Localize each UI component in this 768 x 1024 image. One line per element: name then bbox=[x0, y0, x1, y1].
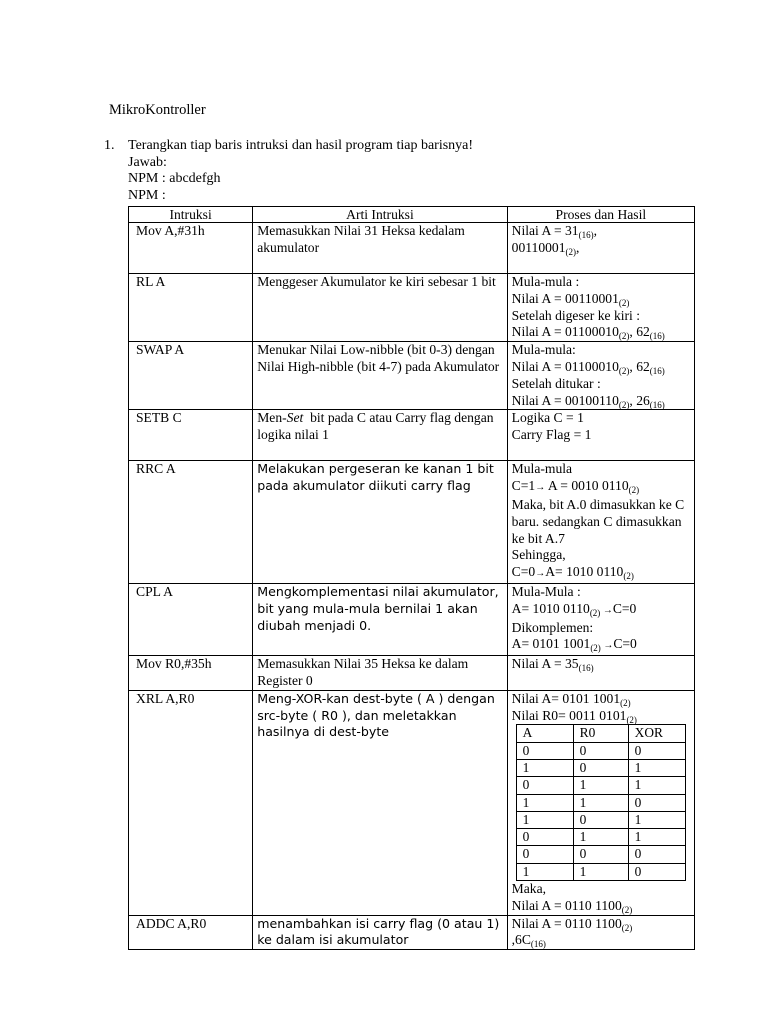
instruction-cell: XRL A,R0 bbox=[129, 690, 253, 915]
table-row bbox=[129, 690, 695, 915]
base-subscript: (2) bbox=[621, 904, 633, 915]
table-row bbox=[129, 461, 695, 584]
meaning-cell: menambahkan isi carry flag (0 atau 1) ke dalam isi akumulator bbox=[253, 915, 507, 950]
xor-cell: 0 bbox=[573, 759, 628, 776]
xor-cell: 1 bbox=[573, 777, 628, 794]
result-text: A= 0101 1001 bbox=[511, 636, 591, 652]
result-line: Logika C = 1 bbox=[511, 410, 584, 426]
base-subscript: (16) bbox=[578, 663, 594, 674]
table-row bbox=[129, 915, 695, 950]
xor-row bbox=[516, 777, 685, 794]
npm-line-1: NPM : abcdefgh bbox=[128, 171, 221, 186]
meaning-cell: Memasukkan Nilai 35 Heksa ke dalam Register 0 bbox=[253, 656, 507, 691]
result-text: Nilai A = 00100110 bbox=[511, 392, 619, 408]
result-line: Maka, bit A.0 dimasukkan ke C baru. sedangkan C dimasukkan ke bit A.7 bbox=[511, 496, 685, 546]
base-subscript: (2) bbox=[623, 571, 634, 582]
result-line bbox=[512, 601, 690, 620]
result-text: C=1 bbox=[511, 478, 536, 494]
xor-cell: 1 bbox=[516, 759, 573, 776]
xor-cell: 1 bbox=[628, 829, 685, 846]
xor-cell: 0 bbox=[516, 777, 573, 794]
result-line bbox=[512, 898, 690, 915]
base-subscript: (2) bbox=[618, 331, 630, 342]
base-subscript: (2) bbox=[565, 246, 577, 257]
xor-row bbox=[516, 759, 685, 776]
instruction-cell: Mov A,#31h bbox=[129, 223, 253, 274]
result-text: Nilai A = 0110 1100 bbox=[511, 897, 622, 913]
result-line: Setelah digeser ke kiri : bbox=[511, 307, 641, 323]
base-subscript: (16) bbox=[530, 939, 546, 950]
base-subscript: (2) bbox=[628, 485, 640, 496]
table-row bbox=[129, 223, 695, 274]
table-header-row bbox=[129, 207, 695, 223]
result-line: Maka, bbox=[511, 881, 547, 896]
table-row bbox=[129, 583, 695, 655]
result-text: , 62 bbox=[629, 358, 650, 374]
xor-cell: 0 bbox=[628, 846, 685, 863]
instruction-cell: RL A bbox=[129, 274, 253, 342]
result-cell bbox=[507, 915, 694, 950]
meaning-text: Men- bbox=[257, 410, 287, 426]
result-line: Sehingga, bbox=[511, 547, 566, 563]
result-text: Nilai A = 31 bbox=[511, 223, 579, 238]
instruction-cell: RRC A bbox=[129, 461, 253, 584]
result-cell bbox=[507, 583, 694, 655]
xor-cell: 0 bbox=[628, 794, 685, 811]
meaning-cell: Melakukan pergeseran ke kanan 1 bit pada akumulator diikuti carry flag bbox=[253, 461, 507, 584]
arrow-icon: → bbox=[600, 604, 613, 616]
result-line: Setelah ditukar : bbox=[511, 375, 601, 391]
result-text: Nilai A = 01100010 bbox=[511, 324, 619, 340]
base-subscript: (2) bbox=[589, 607, 601, 618]
result-line bbox=[512, 478, 690, 497]
xor-row bbox=[516, 846, 685, 863]
xor-cell: 1 bbox=[628, 777, 685, 794]
table-row bbox=[129, 656, 695, 691]
meaning-cell: Menggeser Akumulator ke kiri sebesar 1 bit bbox=[253, 274, 507, 342]
header-result: Proses dan Hasil bbox=[507, 207, 694, 223]
result-line bbox=[512, 393, 690, 410]
xor-cell: 0 bbox=[516, 829, 573, 846]
arrow-icon: → bbox=[600, 640, 614, 652]
result-line bbox=[512, 691, 690, 708]
result-text: C=0 bbox=[612, 600, 637, 616]
base-subscript: (2) bbox=[618, 399, 630, 410]
xor-cell: 0 bbox=[516, 742, 573, 759]
meaning-cell: Memasukkan Nilai 31 Heksa kedalam akumulator bbox=[253, 223, 507, 274]
instruction-cell: SETB C bbox=[129, 410, 253, 461]
xor-truth-table bbox=[516, 724, 686, 881]
header-instruction: Intruksi bbox=[129, 207, 253, 223]
xor-header-r0: R0 bbox=[573, 725, 628, 742]
result-line: Dikomplemen: bbox=[511, 619, 594, 635]
xor-cell: 1 bbox=[573, 863, 628, 880]
result-text: Nilai A = 00110001 bbox=[511, 290, 619, 306]
result-line bbox=[512, 240, 690, 257]
base-subscript: (2) bbox=[626, 714, 637, 725]
result-line: Mula-mula: bbox=[511, 342, 576, 358]
result-text: Nilai R0= 0011 0101 bbox=[511, 707, 627, 723]
result-line bbox=[512, 223, 690, 240]
xor-row bbox=[516, 863, 685, 880]
xor-row bbox=[516, 794, 685, 811]
result-text: 00110001 bbox=[511, 239, 566, 255]
xor-cell: 1 bbox=[516, 863, 573, 880]
result-line bbox=[512, 636, 690, 655]
result-line: Mula-mula : bbox=[511, 274, 580, 289]
result-text: , 62 bbox=[629, 324, 650, 340]
base-subscript: (2) bbox=[618, 297, 630, 308]
xor-cell: 0 bbox=[628, 742, 685, 759]
base-subscript: (16) bbox=[649, 365, 665, 376]
result-text: Nilai A = 01100010 bbox=[511, 358, 619, 374]
result-text: A= 1010 0110 bbox=[545, 564, 624, 580]
result-cell bbox=[507, 342, 694, 410]
result-line bbox=[512, 916, 690, 933]
result-cell bbox=[507, 461, 694, 584]
table-row bbox=[129, 410, 695, 461]
meaning-cell: Mengkomplementasi nilai akumulator, bit yang mula-mula bernilai 1 akan diubah menjadi 0. bbox=[253, 583, 507, 655]
base-subscript: (2) bbox=[618, 365, 630, 376]
answer-label: Jawab: bbox=[128, 154, 167, 170]
meaning-text: bit pada C atau Carry flag dengan logika nilai 1 bbox=[257, 410, 497, 443]
xor-cell: 0 bbox=[516, 846, 573, 863]
result-line bbox=[512, 656, 690, 673]
result-text: A = 0010 0110 bbox=[545, 478, 629, 494]
xor-cell: 0 bbox=[628, 863, 685, 880]
table-row bbox=[129, 342, 695, 410]
result-line bbox=[512, 291, 690, 308]
header-meaning: Arti Intruksi bbox=[253, 207, 507, 223]
xor-cell: 0 bbox=[573, 846, 628, 863]
base-subscript: (16) bbox=[649, 399, 665, 410]
arrow-icon: → bbox=[535, 568, 546, 580]
xor-cell: 0 bbox=[573, 742, 628, 759]
question-block bbox=[128, 138, 473, 204]
result-text: Nilai A= 0101 1001 bbox=[511, 690, 621, 706]
result-text: C=0 bbox=[613, 636, 637, 652]
meaning-cell: Menukar Nilai Low-nibble (bit 0-3) dengan Nilai High-nibble (bit 4-7) pada Akumulator bbox=[253, 342, 507, 410]
result-text: Nilai A = 35 bbox=[511, 656, 579, 672]
meaning-emphasis: Set bbox=[286, 410, 304, 426]
base-subscript: (2) bbox=[621, 922, 633, 933]
result-cell bbox=[507, 274, 694, 342]
base-subscript: (16) bbox=[649, 331, 665, 342]
document-title: MikroKontroller bbox=[109, 102, 206, 118]
base-subscript: (2) bbox=[590, 643, 601, 654]
result-cell bbox=[507, 690, 694, 915]
question-number: 1. bbox=[104, 138, 115, 153]
xor-header-row bbox=[516, 725, 685, 742]
meaning-cell bbox=[253, 410, 507, 461]
result-line bbox=[512, 708, 690, 725]
npm-line-2: NPM : bbox=[128, 187, 166, 203]
result-line bbox=[512, 932, 690, 949]
xor-cell: 1 bbox=[628, 759, 685, 776]
instruction-cell: Mov R0,#35h bbox=[129, 656, 253, 691]
result-line bbox=[512, 359, 690, 376]
meaning-cell: Meng-XOR-kan dest-byte ( A ) dengan src-byte ( R0 ), dan meletakkan hasilnya di dest-byte bbox=[253, 690, 507, 915]
table-row bbox=[129, 274, 695, 342]
xor-row bbox=[516, 811, 685, 828]
question-text: Terangkan tiap baris intruksi dan hasil program tiap barisnya! bbox=[128, 138, 474, 153]
result-line bbox=[512, 564, 690, 583]
instruction-table bbox=[128, 206, 695, 950]
instruction-cell: ADDC A,R0 bbox=[129, 915, 253, 950]
xor-header-xor: XOR bbox=[628, 725, 685, 742]
xor-row bbox=[516, 742, 685, 759]
result-text: Nilai A = 0110 1100 bbox=[511, 915, 622, 931]
result-line: Mula-Mula : bbox=[511, 583, 581, 599]
xor-cell: 1 bbox=[573, 829, 628, 846]
xor-header-a: A bbox=[516, 725, 573, 742]
instruction-cell: CPL A bbox=[129, 583, 253, 655]
result-cell bbox=[507, 656, 694, 691]
base-subscript: (2) bbox=[620, 697, 631, 708]
result-line: Carry Flag = 1 bbox=[511, 427, 592, 443]
result-text: , bbox=[576, 239, 580, 255]
xor-row bbox=[516, 829, 685, 846]
result-text: , 26 bbox=[629, 392, 650, 408]
instruction-cell: SWAP A bbox=[129, 342, 253, 410]
xor-cell: 1 bbox=[516, 794, 573, 811]
result-text: A= 1010 0110 bbox=[511, 600, 590, 616]
result-cell bbox=[507, 410, 694, 461]
result-text: , bbox=[593, 223, 598, 238]
xor-cell: 1 bbox=[573, 794, 628, 811]
arrow-icon: → bbox=[535, 482, 546, 494]
xor-cell: 0 bbox=[573, 811, 628, 828]
result-cell bbox=[507, 223, 694, 274]
xor-cell: 1 bbox=[628, 811, 685, 828]
result-line bbox=[512, 324, 690, 341]
xor-cell: 1 bbox=[516, 811, 573, 828]
result-text: C=0 bbox=[511, 564, 536, 580]
base-subscript: (16) bbox=[578, 230, 594, 240]
result-line: Mula-mula bbox=[511, 461, 573, 477]
result-text: ,6C bbox=[511, 932, 531, 948]
